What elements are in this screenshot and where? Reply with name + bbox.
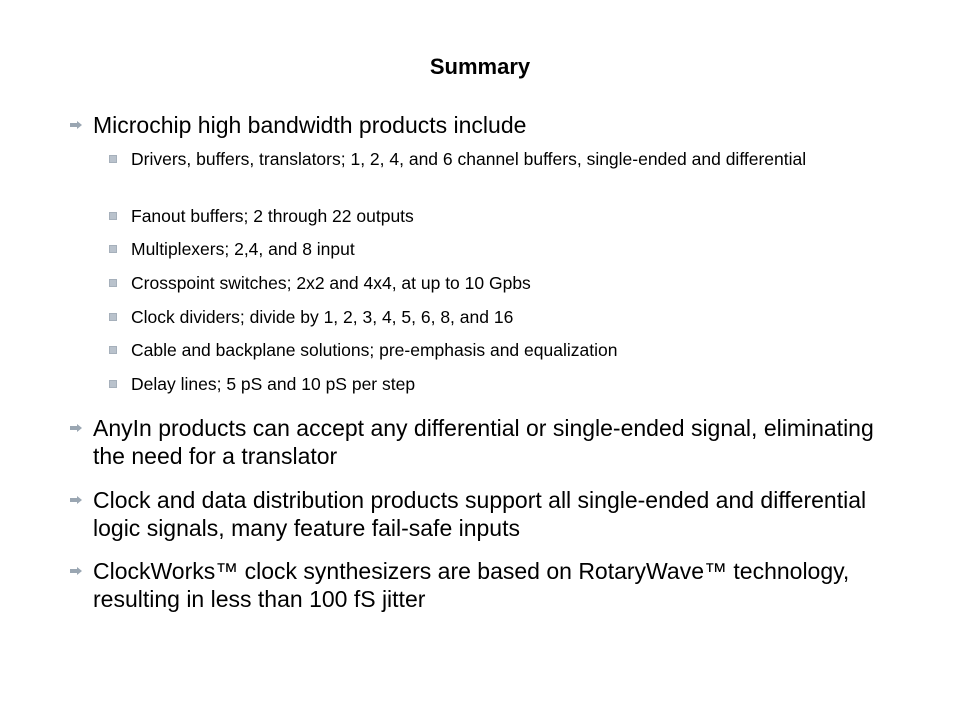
arrow-bullet-icon bbox=[70, 424, 82, 432]
sub-bullet-3: Multiplexers; 2,4, and 8 input bbox=[131, 239, 355, 259]
sub-bullet-5: Clock dividers; divide by 1, 2, 3, 4, 5, 6, 8, and 16 bbox=[131, 307, 514, 327]
square-bullet-icon bbox=[109, 380, 117, 388]
arrow-bullet-icon bbox=[70, 567, 82, 575]
sub-bullet-4: Crosspoint switches; 2x2 and 4x4, at up to 10 Gpbs bbox=[131, 273, 531, 293]
bullet-3: Clock and data distribution products support all single-ended and differential logic signals, many feature fail-safe inputs bbox=[93, 487, 867, 541]
square-bullet-icon bbox=[109, 279, 117, 287]
arrow-bullet-icon bbox=[70, 496, 82, 504]
square-bullet-icon bbox=[109, 245, 117, 253]
sub-bullet-6: Cable and backplane solutions; pre-emphasis and equalization bbox=[131, 340, 618, 360]
square-bullet-icon bbox=[109, 313, 117, 321]
sub-bullet-7: Delay lines; 5 pS and 10 pS per step bbox=[131, 374, 416, 394]
bullet-2: AnyIn products can accept any differential or single-ended signal, eliminating the need for a translator bbox=[93, 415, 874, 469]
sub-bullet-1: Drivers, buffers, translators; 1, 2, 4, and 6 channel buffers, single-ended and differential bbox=[131, 149, 807, 169]
slide-title: Summary bbox=[429, 54, 531, 79]
square-bullet-icon bbox=[109, 155, 117, 163]
square-bullet-icon bbox=[109, 346, 117, 354]
bullet-4: ClockWorks™ clock synthesizers are based on RotaryWave™ technology, resulting in less than 100 fS jitter bbox=[93, 558, 850, 612]
bullet-1: Microchip high bandwidth products include bbox=[93, 112, 527, 138]
sub-bullet-2: Fanout buffers; 2 through 22 outputs bbox=[131, 206, 414, 226]
arrow-bullet-icon bbox=[70, 121, 82, 129]
square-bullet-icon bbox=[109, 212, 117, 220]
